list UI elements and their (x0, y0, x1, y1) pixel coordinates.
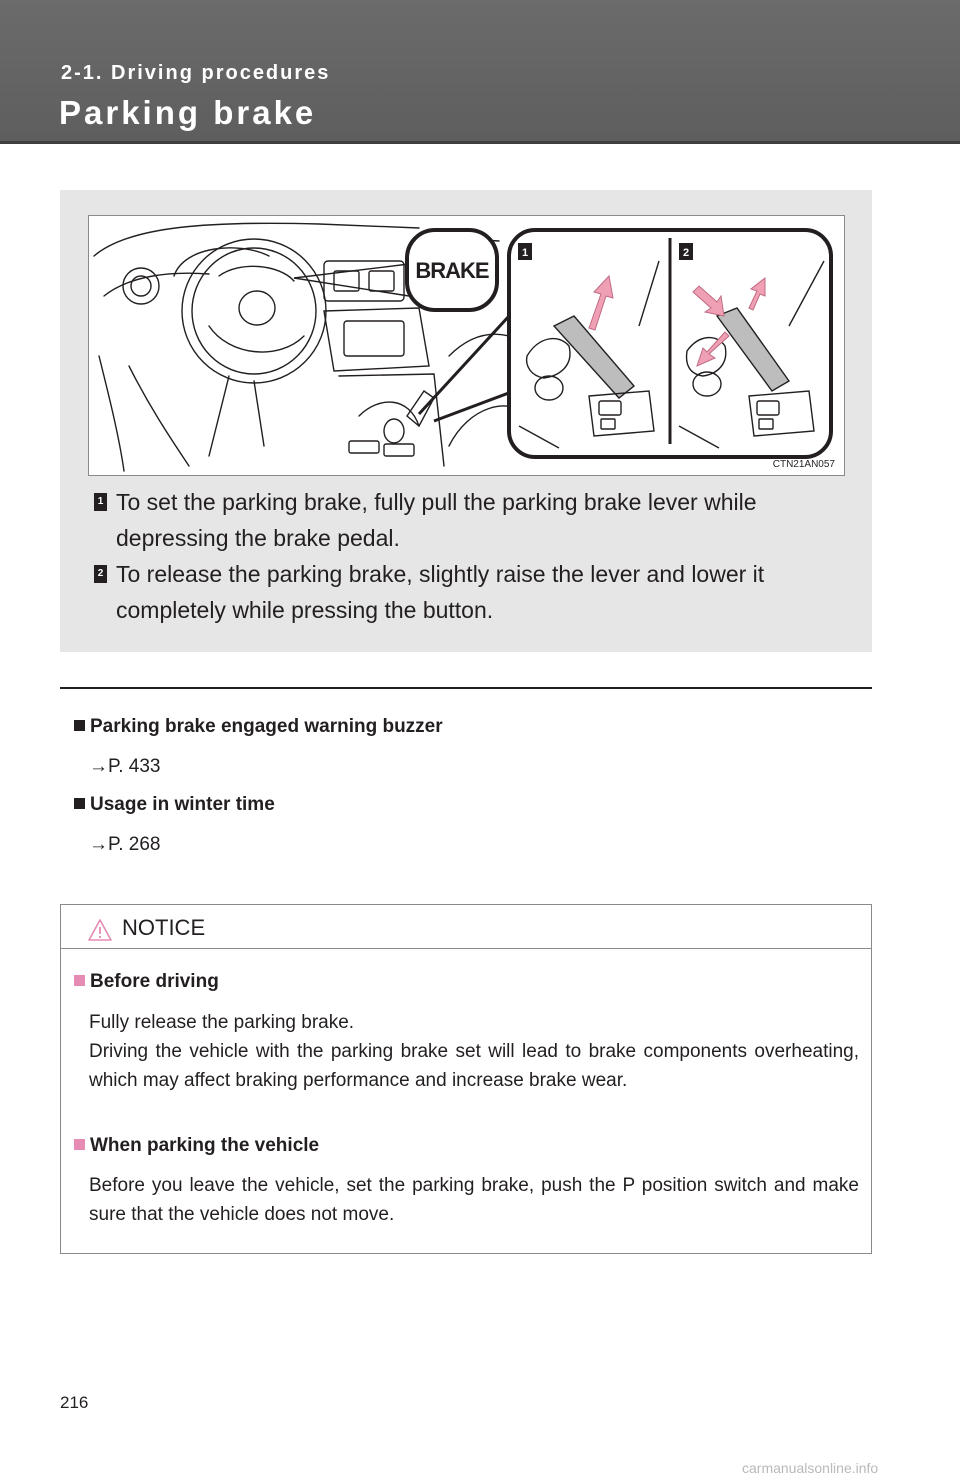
bullet-square-icon (74, 975, 85, 986)
page-header (0, 0, 960, 144)
topic-warning-buzzer (74, 716, 443, 738)
dashboard-drawing (89, 216, 846, 477)
step-1-badge: 1 (94, 493, 107, 511)
notice-before-driving-para-2: Driving the vehicle with the parking brake set will lead to brake components overheating, which may affect braking performance and increase brake wear. (89, 1041, 859, 1091)
notice-when-parking (74, 1135, 319, 1157)
watermark: carmanualsonline.info (742, 1460, 879, 1476)
step-2-line-2: completely while pressing the button. (116, 597, 494, 623)
page-number: 216 (60, 1393, 89, 1412)
detail-bubble (509, 230, 831, 457)
notice-title: NOTICE (122, 915, 206, 940)
step-2-line-1: To release the parking brake, slightly raise the lever and lower it (116, 561, 765, 587)
topic-warning-buzzer-heading: Parking brake engaged warning buzzer (90, 716, 443, 737)
warning-triangle-icon (87, 918, 113, 942)
notice-before-driving-para-1: Fully release the parking brake. (89, 1012, 355, 1033)
topic-winter-usage (74, 794, 275, 816)
section-label: 2-1. Driving procedures (61, 62, 331, 84)
badge-2-label: 2 (682, 247, 690, 259)
page-title: Parking brake (59, 94, 317, 131)
bullet-square-icon (74, 1139, 85, 1150)
step-2 (94, 556, 854, 628)
notice-header (61, 905, 871, 949)
brake-callout-label: BRAKE (415, 258, 489, 283)
notice-before-driving-heading: Before driving (90, 971, 219, 992)
step-2-badge: 2 (94, 565, 107, 583)
image-code: CTN21AN057 (772, 459, 835, 470)
notice-before-driving (74, 971, 219, 993)
bullet-square-icon (74, 798, 85, 809)
step-1-line-1: To set the parking brake, fully pull the parking brake lever while (116, 489, 757, 515)
notice-box (60, 904, 872, 1254)
notice-when-parking-heading: When parking the vehicle (90, 1135, 320, 1156)
topic-warning-buzzer-ref[interactable]: →P. 433 (89, 756, 161, 777)
topic-winter-usage-heading: Usage in winter time (90, 794, 275, 815)
step-1 (94, 484, 854, 556)
step-1-line-2: depressing the brake pedal. (116, 525, 400, 551)
section-divider (60, 687, 872, 689)
badge-1-label: 1 (521, 247, 529, 259)
bullet-square-icon (74, 720, 85, 731)
topic-winter-usage-ref[interactable]: →P. 268 (89, 834, 161, 855)
parking-brake-illustration (88, 215, 845, 476)
notice-when-parking-para-1: Before you leave the vehicle, set the parking brake, push the P position switch and make sure that the vehicle does not move. (89, 1175, 859, 1225)
